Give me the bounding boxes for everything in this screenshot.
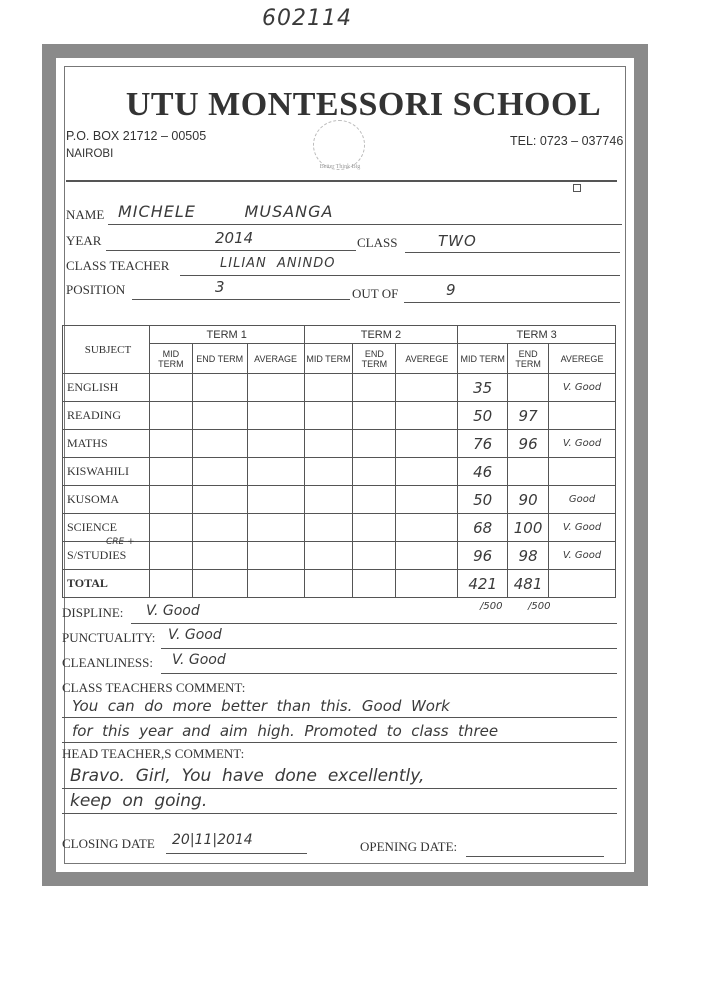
- punctuality-value: V. Good: [168, 627, 222, 643]
- empty-cell: [247, 514, 304, 542]
- empty-cell: [247, 542, 304, 570]
- cleanliness-label: CLEANLINESS:: [62, 655, 153, 670]
- term3-end-cell-value: 98: [518, 546, 538, 565]
- empty-cell: [353, 486, 396, 514]
- t2-end-header: END TERM: [353, 344, 396, 374]
- checkbox-mark: [573, 184, 581, 192]
- out-of-line: [404, 301, 620, 303]
- empty-cell: [304, 570, 353, 598]
- term3-avg-cell-value: V. Good: [562, 522, 602, 533]
- term3-mid-cell-value: 35: [473, 378, 493, 397]
- empty-cell: [149, 402, 192, 430]
- position-line: [132, 298, 350, 300]
- city: NAIROBI: [66, 148, 114, 160]
- empty-cell: [247, 570, 304, 598]
- table-row: [63, 458, 616, 486]
- empty-cell: [149, 570, 192, 598]
- class-teacher-label: CLASS TEACHER: [66, 258, 170, 273]
- head-teacher-comment-label: HEAD TEACHER,S COMMENT:: [62, 746, 245, 761]
- subject-cell: S/STUDIES: [63, 542, 150, 570]
- class-line: [405, 251, 620, 253]
- empty-cell: [353, 542, 396, 570]
- discipline-line: [131, 622, 617, 624]
- cleanliness-value: V. Good: [172, 652, 226, 668]
- po-box: P.O. BOX 21712 – 00505: [66, 129, 207, 143]
- year-value: 2014: [215, 229, 254, 247]
- comment-line-2: [62, 741, 617, 743]
- empty-cell: [192, 374, 247, 402]
- term3-end-cell: [508, 514, 549, 542]
- subject-cell: SCIENCE: [63, 514, 150, 542]
- empty-cell: [396, 542, 458, 570]
- year-label: YEAR: [66, 233, 102, 248]
- term3-mid-cell: [458, 402, 508, 430]
- discipline-value: V. Good: [146, 603, 200, 619]
- t1-end-header: END TERM: [192, 344, 247, 374]
- term3-avg-cell-value: V. Good: [562, 550, 602, 561]
- term3-mid-cell-value: 46: [473, 462, 493, 481]
- opening-date-line: [466, 855, 604, 857]
- term3-end-cell: [508, 458, 549, 486]
- term-2-header: TERM 2: [304, 326, 458, 344]
- closing-date-line: [166, 852, 307, 854]
- table-row: [63, 402, 616, 430]
- total-end-out-of: /500: [528, 601, 551, 612]
- subject-cell: READING: [63, 402, 150, 430]
- subject-cell: ENGLISH: [63, 374, 150, 402]
- empty-cell: [247, 486, 304, 514]
- empty-cell: [396, 486, 458, 514]
- term3-mid-cell-value: 50: [473, 490, 493, 509]
- empty-cell: [353, 374, 396, 402]
- punctuality-line: [161, 647, 617, 649]
- name-label: NAME: [66, 207, 105, 222]
- empty-cell: [304, 486, 353, 514]
- term3-mid-cell: [458, 374, 508, 402]
- empty-cell: [396, 430, 458, 458]
- table-row: [63, 486, 616, 514]
- empty-cell: [192, 458, 247, 486]
- term3-mid-cell-value: 68: [473, 518, 493, 537]
- cre-note: CRE +: [106, 537, 135, 547]
- total-mid-out-of: /500: [480, 601, 503, 612]
- term-3-header: TERM 3: [458, 326, 616, 344]
- empty-cell: [192, 430, 247, 458]
- term3-end-cell: [508, 402, 549, 430]
- empty-cell: [192, 570, 247, 598]
- head-teacher-comment-line-1: Bravo. Girl, You have done excellently,: [70, 766, 425, 786]
- telephone: TEL: 0723 – 037746: [510, 134, 624, 148]
- empty-cell: [192, 402, 247, 430]
- table-row: [63, 542, 616, 570]
- term3-avg-cell: [549, 374, 616, 402]
- term3-mid-cell: [458, 570, 508, 598]
- subject-cell: MATHS: [63, 430, 150, 458]
- opening-date-label: OPENING DATE:: [360, 839, 458, 854]
- cleanliness-line: [161, 672, 617, 674]
- term3-end-cell-value: 97: [518, 406, 538, 425]
- subject-header: SUBJECT: [63, 326, 150, 374]
- school-name: UTU MONTESSORI SCHOOL: [125, 86, 602, 123]
- empty-cell: [304, 374, 353, 402]
- term3-mid-cell: [458, 458, 508, 486]
- subject-cell: TOTAL: [63, 570, 150, 598]
- term3-avg-cell: [549, 458, 616, 486]
- t1-avg-header: AVERAGE: [247, 344, 304, 374]
- empty-cell: [396, 374, 458, 402]
- term3-end-cell: [508, 430, 549, 458]
- t2-avg-header: AVEREGE: [396, 344, 458, 374]
- empty-cell: [149, 486, 192, 514]
- empty-cell: [353, 402, 396, 430]
- empty-cell: [396, 514, 458, 542]
- t1-mid-header: MID TERM: [149, 344, 192, 374]
- term3-end-cell: [508, 570, 549, 598]
- term3-avg-cell: [549, 430, 616, 458]
- term3-avg-cell: [549, 542, 616, 570]
- empty-cell: [396, 402, 458, 430]
- empty-cell: [192, 486, 247, 514]
- empty-cell: [304, 514, 353, 542]
- term3-avg-cell: [549, 486, 616, 514]
- header-divider: [66, 180, 617, 182]
- name-line: [108, 223, 622, 225]
- document-id: 602114: [262, 6, 352, 31]
- empty-cell: [149, 542, 192, 570]
- empty-cell: [247, 458, 304, 486]
- class-teacher-comment-line-1: You can do more better than this. Good Work: [72, 697, 450, 715]
- term3-end-cell: [508, 374, 549, 402]
- term3-end-cell-value: 481: [513, 574, 543, 593]
- grades-table: [62, 325, 616, 598]
- punctuality-label: PUNCTUALITY:: [62, 630, 156, 645]
- t2-mid-header: MID TERM: [304, 344, 353, 374]
- term3-mid-cell: [458, 486, 508, 514]
- closing-date-label: CLOSING DATE: [62, 836, 155, 851]
- name-value: MICHELE MUSANGA: [118, 202, 334, 221]
- empty-cell: [304, 402, 353, 430]
- out-of-value: 9: [446, 281, 456, 299]
- class-teacher-comment-line-2: for this year and aim high. Promoted to class three: [72, 722, 499, 740]
- term3-mid-cell-value: 421: [468, 574, 497, 593]
- empty-cell: [353, 430, 396, 458]
- empty-cell: [247, 374, 304, 402]
- empty-cell: [149, 458, 192, 486]
- term-1-header: TERM 1: [149, 326, 304, 344]
- position-label: POSITION: [66, 282, 126, 297]
- table-row: [63, 570, 616, 598]
- table-row: [63, 374, 616, 402]
- discipline-label: DISPLINE:: [62, 605, 124, 620]
- t3-avg-header: AVEREGE: [549, 344, 616, 374]
- term3-end-cell-value: 96: [518, 434, 538, 453]
- empty-cell: [353, 458, 396, 486]
- comment-line-1: [62, 716, 617, 718]
- t3-mid-header: MID TERM: [458, 344, 508, 374]
- term3-end-cell-value: 100: [513, 518, 543, 537]
- term3-avg-cell: [549, 570, 616, 598]
- empty-cell: [247, 402, 304, 430]
- empty-cell: [304, 458, 353, 486]
- term3-avg-cell-value: Good: [568, 494, 596, 505]
- empty-cell: [304, 430, 353, 458]
- class-teacher-line: [180, 274, 620, 276]
- term3-avg-cell: [549, 402, 616, 430]
- term3-mid-cell: [458, 514, 508, 542]
- grade-rows: [63, 374, 616, 598]
- empty-cell: [247, 430, 304, 458]
- term3-end-cell: [508, 542, 549, 570]
- crest-motto: Better Think Big: [319, 164, 361, 170]
- class-label: CLASS: [357, 235, 398, 250]
- term3-end-cell-value: 90: [518, 490, 538, 509]
- empty-cell: [353, 514, 396, 542]
- term3-mid-cell-value: 96: [473, 546, 493, 565]
- term3-avg-cell-value: V. Good: [562, 382, 602, 393]
- position-value: 3: [215, 278, 225, 296]
- comment-line-4: [62, 812, 617, 814]
- empty-cell: [149, 514, 192, 542]
- year-line: [106, 249, 356, 251]
- term3-end-cell: [508, 486, 549, 514]
- term3-mid-cell-value: 76: [473, 434, 493, 453]
- empty-cell: [396, 458, 458, 486]
- closing-date-value: 20|11|2014: [172, 832, 253, 848]
- term3-mid-cell: [458, 430, 508, 458]
- empty-cell: [353, 570, 396, 598]
- school-crest-logo: [313, 120, 365, 170]
- subject-cell: KISWAHILI: [63, 458, 150, 486]
- empty-cell: [192, 542, 247, 570]
- empty-cell: [149, 374, 192, 402]
- t3-end-header: END TERM: [508, 344, 549, 374]
- empty-cell: [304, 542, 353, 570]
- head-teacher-comment-line-2: keep on going.: [70, 791, 208, 811]
- term3-mid-cell-value: 50: [473, 406, 493, 425]
- term3-avg-cell-value: V. Good: [562, 438, 602, 449]
- term3-mid-cell: [458, 542, 508, 570]
- table-row: [63, 514, 616, 542]
- subject-cell: KUSOMA: [63, 486, 150, 514]
- empty-cell: [149, 430, 192, 458]
- class-teacher-value: LILIAN ANINDO: [220, 256, 336, 271]
- term3-avg-cell: [549, 514, 616, 542]
- comment-line-3: [62, 787, 617, 789]
- table-row: [63, 430, 616, 458]
- out-of-label: OUT OF: [352, 286, 399, 301]
- empty-cell: [192, 514, 247, 542]
- class-teacher-comment-label: CLASS TEACHERS COMMENT:: [62, 680, 246, 695]
- empty-cell: [396, 570, 458, 598]
- class-value: TWO: [438, 232, 477, 250]
